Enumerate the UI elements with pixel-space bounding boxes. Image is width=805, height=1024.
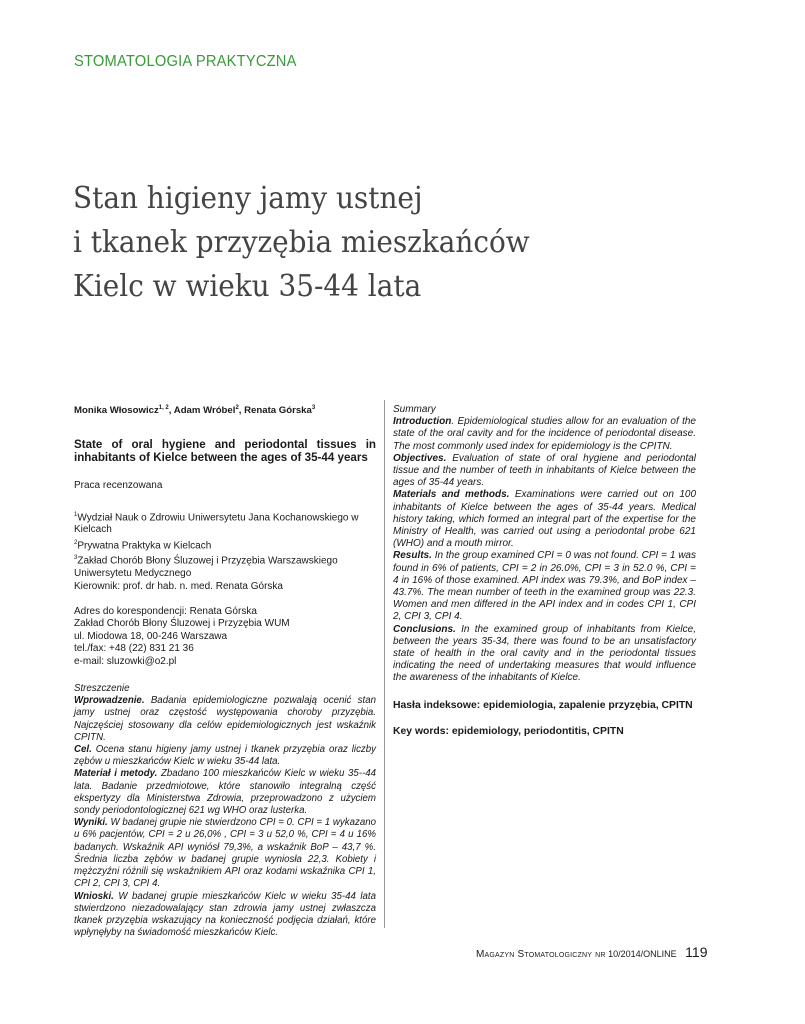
abstract-pl-aim: Cel. Ocena stanu higieny jamy ustnej i tkanek przyzębia oraz liczby zębów u mieszkańców Kielc w wieku 35-44 lata. xyxy=(74,744,376,768)
english-title: State of oral hygiene and periodontal tissues in inhabitants of Kielce between the ages of 35-44 years xyxy=(74,437,376,464)
page-footer xyxy=(476,944,708,960)
abstract-pl-conclusions: Wnioski. W badanej grupie mieszkańców Kielc w wieku 35-44 lata stwierdzono niezadowalający stan zdrowia jamy ustnej zwłaszcza tkanek przyzębia wskazujący na konieczność podjęcia działań, które wpłynęłyby na świadomość mieszkańców Kielc. xyxy=(74,890,376,939)
right-column xyxy=(393,404,696,753)
authors: Monika Włosowicz$^{1, 2}$, Adam Wróbel$^2$, Renata Górska$^3$ xyxy=(74,405,316,417)
correspondence-address xyxy=(74,606,376,668)
author-2-sup: 2 xyxy=(235,405,239,411)
address-line: Adres do korespondencji: Renata Górska xyxy=(74,606,257,618)
journal-name: Magazyn Stomatologiczny nr xyxy=(476,949,606,960)
abstract-en-objectives: Objectives. Evaluation of state of oral hygiene and periodontal tissue and the number of teeth in inhabitants of Kielce between the ages of 35-44 years. xyxy=(393,452,696,489)
author-3-sup: 3 xyxy=(311,405,316,411)
author-1: Monika Włosowicz xyxy=(74,405,159,417)
keywords-pl: Hasła indeksowe: epidemiologia, zapalenie przyzębia, CPITN xyxy=(393,699,693,711)
abstract-pl-intro: Wprowadzenie. Badania epidemiologiczne pozwalają ocenić stan jamy ustnej oraz częstość występowania choroby przyzębia. Najczęściej stosowany dla celów epidemiologicznych jest wskaźnik CPITN. xyxy=(74,695,376,743)
keywords-en: Key words: epidemiology, periodontitis, CPITN xyxy=(393,726,624,738)
author-2: Adam Wróbel xyxy=(173,405,236,417)
title-line-3: Kielc w wieku 35-44 lata xyxy=(73,269,422,304)
article-title xyxy=(73,177,631,309)
abstract-pl-methods: Materiał i metody. Zbadano 100 mieszkańców Kielc w wieku 35--44 lata. Badanie przedmiotowe, które stanowiło integralną część ekspertyzy dla Ministerstwa Zdrowia, przeprowadzono z użyciem sondy periodontologicznej 621 wg WHO oraz lusterka. xyxy=(74,768,377,817)
column-divider xyxy=(384,400,385,928)
title-line-1: Stan higieny jamy ustnej xyxy=(73,181,423,216)
address-line: Zakład Chorób Błony Śluzowej i Przyzębia WUM xyxy=(74,618,290,630)
abstract-en-heading: Summary xyxy=(393,404,436,415)
affiliations xyxy=(74,509,376,593)
abstract-pl-results: Wyniki. W badanej grupie nie stwierdzono CPI = 0. CPI = 1 wykazano u 6% pacjentów, CPI = 2 u 26,0% , CPI = 3 u 52,0 %, CPI = 4 u 16% badanych. Wskaźnik API wyniósł 79,3%, a wskaźnik BoP – 43,7 %. Średnia liczba zębów w badanej grupie wyniosła 22,3. Kobiety i mężczyźni różnili się wskaźnikiem API oraz kodami wskaźnika CPI 1, CPI 2, CPI 3, CPI 4. xyxy=(74,817,376,890)
abstract-en-results: Results. In the group examined CPI = 0 was not found. CPI = 1 was found in 6% of patients, CPI = 2 in 26.0%, CPI = 3 in 52.0 %, CPI = 4 in 16% of those examined. API index was 79.3%, and BoP index – 43.7%. The mean number of teeth in the examined group was 22.3. Women and men differed in the API index and in codes CPI 1, CPI 2, CPI 3, CPI 4. xyxy=(393,550,696,623)
abstract-en-conclusions: Conclusions. In the examined group of inhabitants from Kielce, between the years 35-34, there was found to be an unsatisfactory state of health in the oral cavity and in the periodontal tissues indicating the need of undertaking measures that would influence the awareness of the inhabitants of Kielce. xyxy=(393,623,696,684)
keywords xyxy=(393,700,696,739)
section-header: STOMATOLOGIA PRAKTYCZNA xyxy=(74,53,297,70)
address-line: e-mail: sluzowki@o2.pl xyxy=(74,655,177,667)
title-line-2: i tkanek przyzębia mieszkańców xyxy=(73,225,530,260)
abstract-pl xyxy=(74,683,376,939)
abstract-en-intro: Introduction. Epidemiological studies allow for an evaluation of the state of the oral cavity and for the incidence of periodontal disease. The most commonly used index for epidemiology is the CPITN. xyxy=(393,416,696,452)
affiliation-2: $^2$Prywatna Praktyka w Kielcach xyxy=(74,539,212,552)
address-line: tel./fax: +48 (22) 831 21 36 xyxy=(74,643,194,655)
left-column xyxy=(74,402,376,939)
abstract-pl-heading: Streszczenie xyxy=(74,683,130,695)
affiliation-3: $^3$Zakład Chorób Błony Śluzowej i Przyzębia Warszawskiego Uniwersytetu Medycznego xyxy=(74,555,338,580)
author-1-sup: 1, 2 xyxy=(158,405,169,411)
page-number: 119 xyxy=(685,944,708,960)
author-3: Renata Górska xyxy=(244,405,312,417)
department-head: Kierownik: prof. dr hab. n. med. Renata Górska xyxy=(74,580,283,592)
abstract-en xyxy=(393,404,696,685)
address-line: ul. Miodowa 18, 00-246 Warszawa xyxy=(74,630,228,642)
reviewed-note: Praca recenzowana xyxy=(74,480,163,492)
journal-issue: 10/2014/ONLINE xyxy=(605,949,677,959)
affiliation-1: $^1$Wydział Nauk o Zdrowiu Uniwersytetu Jana Kochanowskiego w Kielcach xyxy=(74,511,359,536)
abstract-en-methods: Materials and methods. Examinations were carried out on 100 inhabitants of Kielce between the ages of 35-44 years. Medical history taking, which formed an integral part of the expertise for the Ministry of Health, was carried out using a periodontal probe 621 (WHO) and a mouth mirror. xyxy=(393,489,697,550)
